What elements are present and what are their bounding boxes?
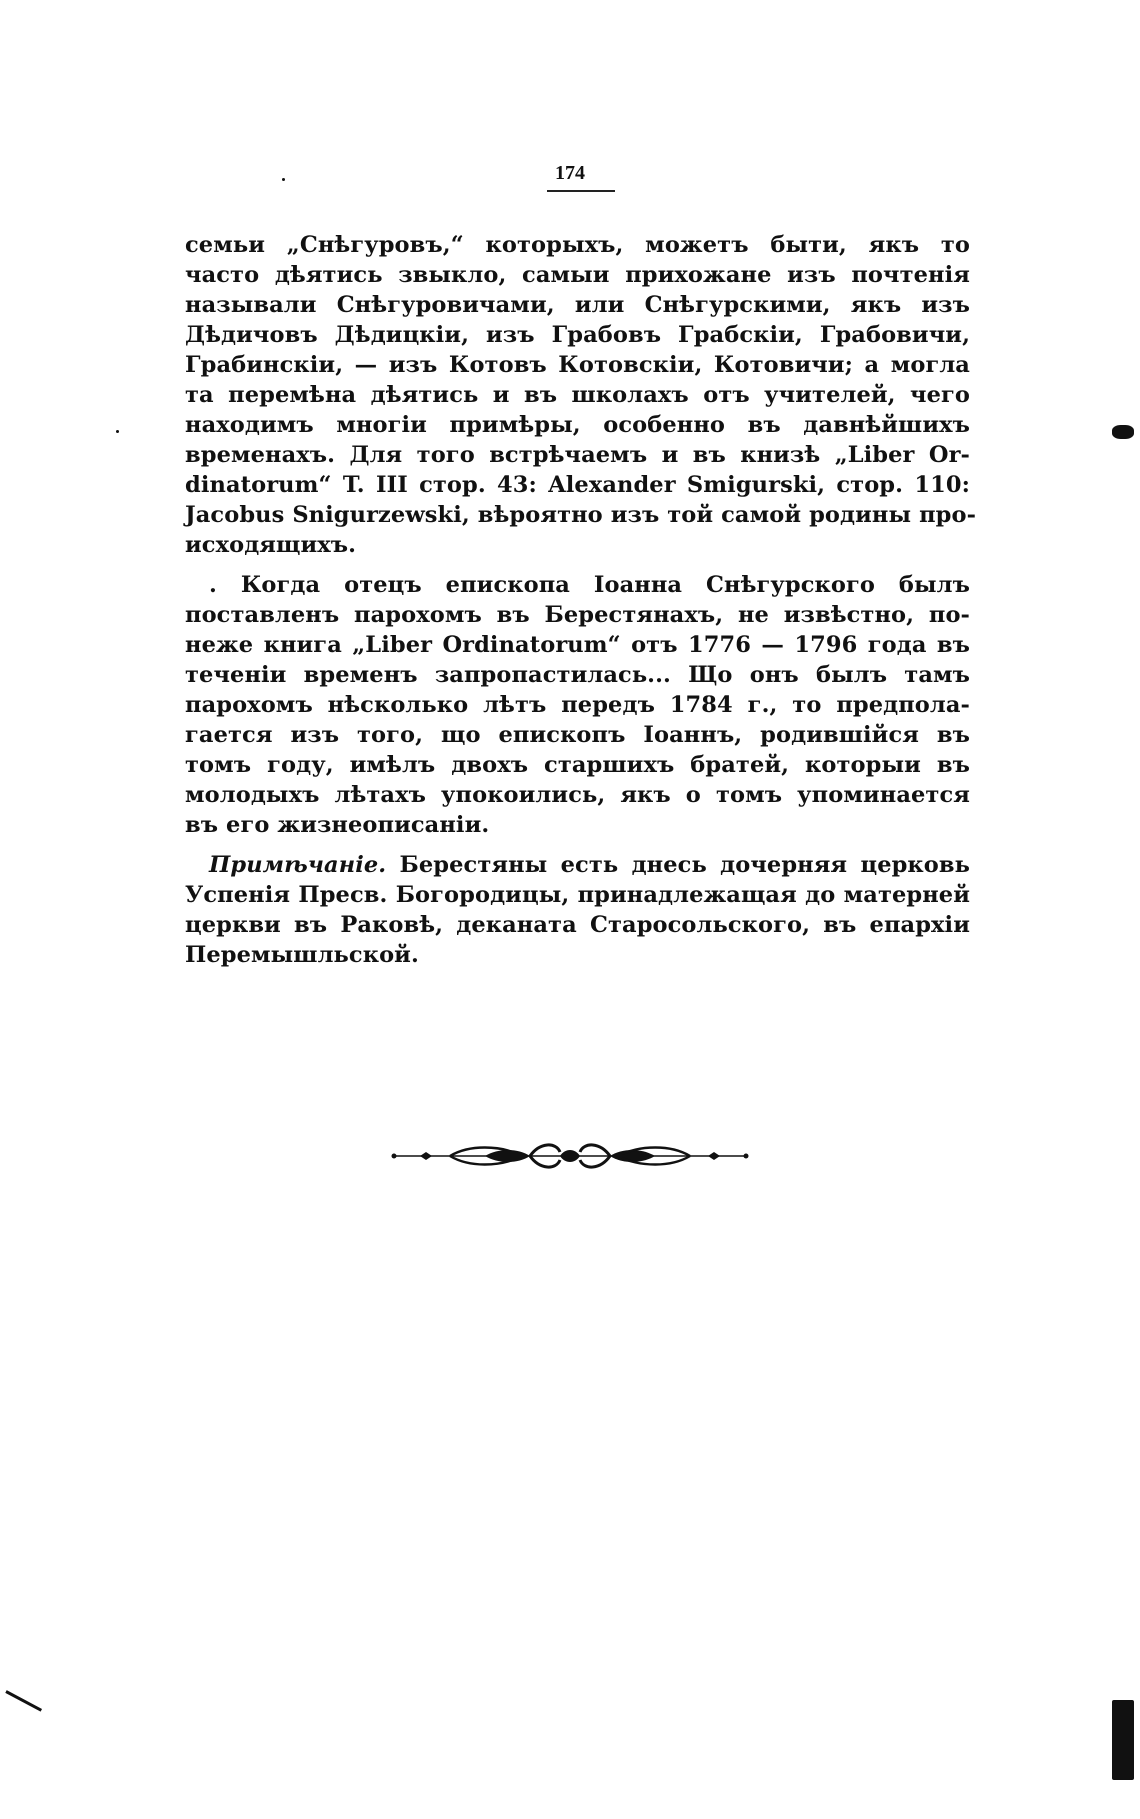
scan-artifact bbox=[282, 178, 285, 181]
scan-artifact bbox=[1112, 425, 1134, 439]
text-line: Jacobus Snigurzewski, вѣроятно изъ той самой родины про- bbox=[185, 502, 977, 528]
text-line: томъ году, имѣлъ двохъ старшихъ братей, которыи въ bbox=[185, 752, 970, 778]
text-line: неже книга „Liber Ordinatorum“ отъ 1776 — 1796 года въ bbox=[185, 632, 970, 658]
text-line: молодыхъ лѣтахъ упокоились, якъ о томъ упоминается bbox=[185, 782, 970, 808]
scan-artifact bbox=[116, 430, 119, 433]
text-line: называли Снѣгуровичами, или Снѣгурскими, якъ изъ bbox=[185, 292, 970, 318]
text-line: . Когда отецъ епископа Іоанна Снѣгурского былъ bbox=[209, 572, 970, 598]
scan-artifact bbox=[5, 1690, 42, 1711]
text-line: Грабинскіи, — изъ Котовъ Котовскіи, Котовичи; а могла bbox=[185, 352, 970, 378]
page-number: 174 bbox=[555, 162, 585, 184]
note-paragraph bbox=[185, 850, 970, 970]
text-line: та перемѣна дѣятись и въ школахъ отъ учителей, чего bbox=[185, 382, 970, 408]
text-line: теченіи временъ запропастилась... Що онъ былъ тамъ bbox=[185, 662, 970, 688]
text-line: церкви въ Раковѣ, деканата Старосольского, въ епархіи bbox=[185, 912, 970, 938]
note-label: Примѣчаніе. bbox=[209, 852, 387, 878]
scan-artifact bbox=[1112, 1700, 1134, 1780]
page-number-underline bbox=[547, 190, 615, 192]
text-line: находимъ многіи примѣры, особенно въ давнѣйшихъ bbox=[185, 412, 970, 438]
body-text bbox=[185, 230, 977, 970]
text-line: часто дѣятись звыкло, самыи прихожане изъ почтенія bbox=[185, 262, 970, 288]
decorative-flourish-icon bbox=[390, 1138, 750, 1174]
text-line: гается изъ того, що епископъ Іоаннъ, родившійся въ bbox=[185, 722, 970, 748]
paragraph-1 bbox=[185, 230, 977, 560]
text-line: семьи „Снѣгуровъ,“ которыхъ, можетъ быти, якъ то bbox=[185, 232, 970, 258]
text-line: парохомъ нѣсколько лѣтъ передъ 1784 г., то предпола- bbox=[185, 692, 970, 718]
note-text: Берестяны есть днесь дочерняя церковь bbox=[399, 852, 970, 878]
note-first-line bbox=[185, 850, 970, 880]
text-line: въ его жизнеописаніи. bbox=[185, 812, 490, 838]
paragraph-2 bbox=[185, 570, 970, 840]
text-line: Дѣдичовъ Дѣдицкіи, изъ Грабовъ Грабскіи, Грабовичи, bbox=[185, 322, 970, 348]
text-line: Успенія Пресв. Богородицы, принадлежащая до матерней bbox=[185, 882, 970, 908]
text-line: поставленъ парохомъ въ Берестянахъ, не извѣстно, по- bbox=[185, 602, 970, 628]
text-line: исходящихъ. bbox=[185, 532, 357, 558]
text-line: dinatorum“ T. III стор. 43: Alexander Smigurski, стор. 110: bbox=[185, 472, 970, 498]
text-line: временахъ. Для того встрѣчаемъ и въ книзѣ „Liber Or- bbox=[185, 442, 970, 468]
text-line: Перемышльской. bbox=[185, 942, 419, 968]
